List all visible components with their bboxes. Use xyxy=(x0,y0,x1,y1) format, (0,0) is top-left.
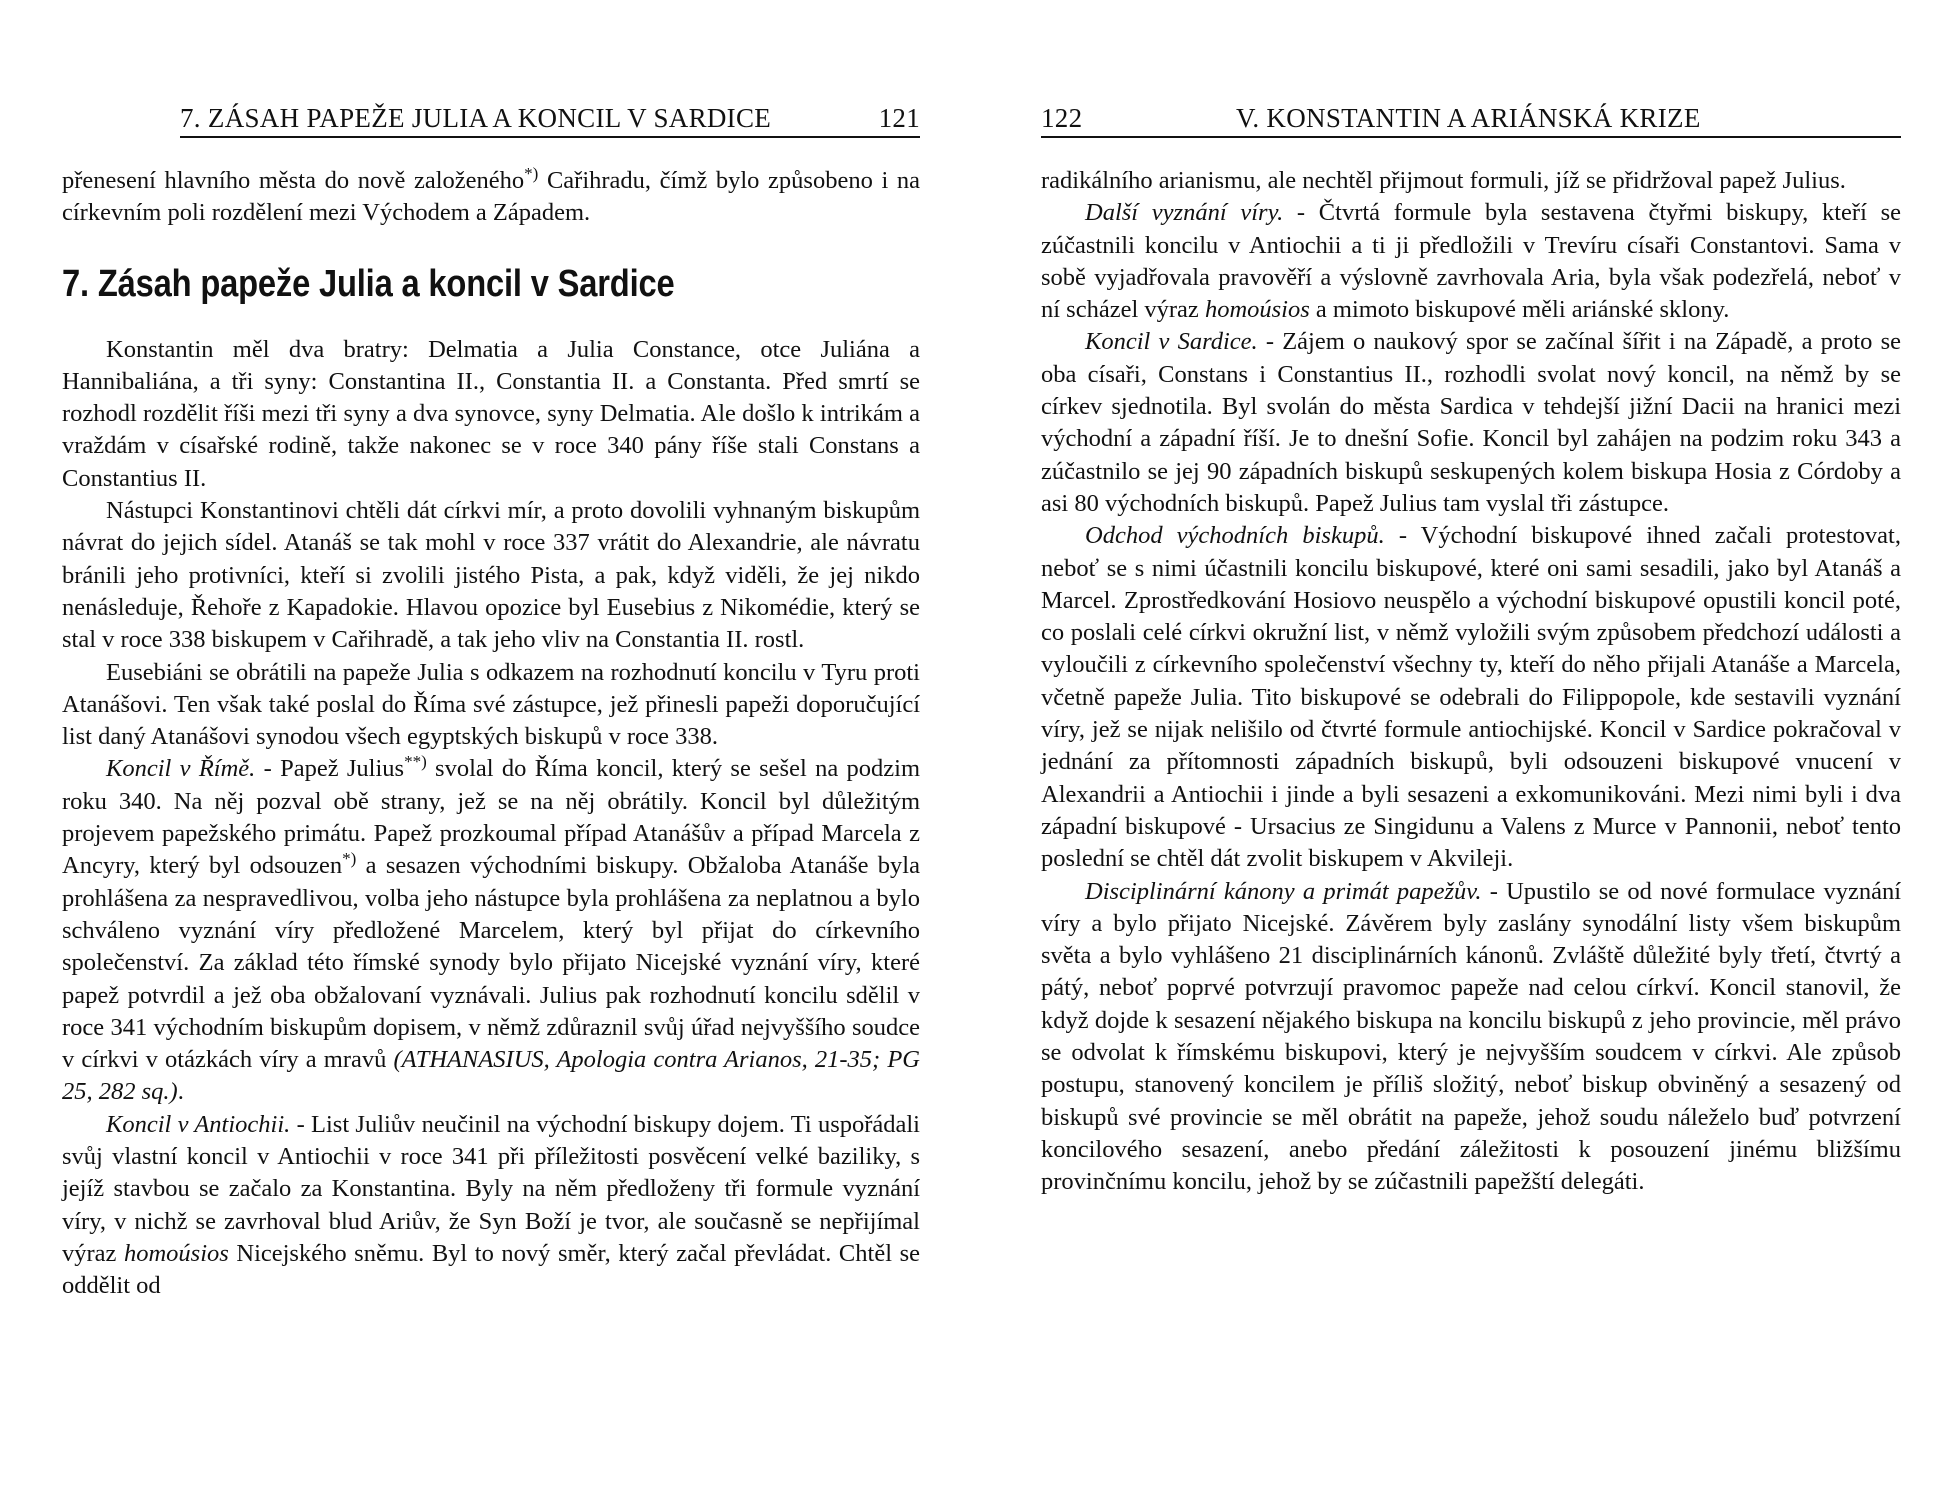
citation: (ATHANASIUS, Apologia contra Arianos, 21-35; PG 25, 282 sq.) xyxy=(62,1046,920,1106)
intro-text-start: přenesení hlavního města do nově založeného xyxy=(62,167,525,194)
footnote-mark: *) xyxy=(524,163,539,183)
text-segment: - Papež Julius xyxy=(255,755,405,783)
running-head-left xyxy=(180,100,920,138)
right-page-body xyxy=(1041,165,1901,1199)
running-head-right xyxy=(1041,100,1901,138)
paragraph-koncil-v-antiochii xyxy=(62,1109,920,1303)
subheading-koncil-v-antiochii: Koncil v Antiochii. xyxy=(106,1110,291,1138)
text-segment: - Zájem o naukový spor se začínal šířit i na Západě, a proto se oba císaři, Constans i Constantius II., rozhodli svolat nový koncil, na němž by se církev sjednotila. Byl svolán do města Sardica v tehdejší jižní Dacii na hranici mezi východní a západní říší. Je to dnešní Sofie. Koncil byl zahájen na podzim roku 343 a zúčastnilo se jej 90 západních biskupů seskupených kolem biskupa Hosia z Córdoby a asi 80 východních biskupů. Papež Julius tam vyslal tři zástupce. xyxy=(1041,328,1901,517)
paragraph-disciplinarni-kanony xyxy=(1041,876,1901,1199)
paragraph-nastupci: Nástupci Konstantinovi chtěli dát církvi mír, a proto dovolili vyhnaným biskupům návrat do jejich sídel. Atanáš se tak mohl v roce 337 vrátit do Alexandrie, ale návratu bránili jeho protivníci, kteří si zvolili jistého Pista, a pak, když viděli, že jej nikdo nenásleduje, Řehoře z Kapadokie. Hlavou opozice byl Eusebius z Nikomédie, který se stal v roce 338 biskupem v Cařihradě, a tak jeho vliv na Constantia II. rostl. xyxy=(62,497,920,654)
paragraph-konstantin: Konstantin měl dva bratry: Delmatia a Julia Constance, otce Juliána a Hannibaliána, a tři syny: Constantina II., Constantia II. a Constanta. Před smrtí se rozhodl rozdělit říši mezi tři syny a dva synovce, syny Delmatia. Ale došlo k intrikám a vraždám v císařské rodině, takže nakonec se v roce 340 pány říše stali Constans a Constantius II. xyxy=(62,335,920,492)
text-segment: a mimoto biskupové měli ariánské sklony. xyxy=(1309,296,1730,324)
text-segment: Nicejského sněmu. Byl to nový směr, který začal převládat. Chtěl se oddělit od xyxy=(62,1239,920,1300)
footnote-mark: **) xyxy=(404,752,427,772)
paragraph-odchod xyxy=(1041,520,1901,875)
paragraph-koncil-v-rime xyxy=(62,753,920,1108)
section-heading: 7. Zásah papeže Julia a koncil v Sardice xyxy=(62,262,675,305)
intro-text-end: Cařihradu, čímž bylo způsobeno i na církevním poli rozdělení mezi Východem a Západem. xyxy=(62,167,920,227)
intro-paragraph xyxy=(62,165,920,230)
subheading-dalsi-vyznani: Další vyznání víry. xyxy=(1085,199,1284,227)
running-title-left: 7. ZÁSAH PAPEŽE JULIA A KONCIL V SARDICE xyxy=(180,103,772,133)
page-number-right: 122 xyxy=(1041,103,1083,133)
text-segment: - List Juliův neučinil na východní biskupy dojem. Ti uspořádali svůj vlastní koncil v Antiochii v roce 341 při příležitosti posvěcení velké baziliky, s jejíž stavbou se začalo za Konstantina. Byly na něm předloženy tři formule vyznání víry, v nichž se zavrhoval blud Ariův, že Syn Boží je tvor, ale současně se nepřijímal výraz xyxy=(62,1110,920,1267)
text-segment: - Východní biskupové ihned začali protestovat, neboť se s nimi účastnili koncilu biskupové, které oni sami sesadili, jako byl Atanáš a Marcel. Zprostředkování Hosiovo neuspělo a východní biskupové opustili koncil poté, co poslali celé církvi okružní list, v němž vyložili svým způsobem předchozí události a vyloučili z církevního společenství všechny ty, kteří do něho přijali Atanáše a Marcela, včetně papeže Julia. Tito biskupové se odebrali do Filippopole, kde sestavili vyznání víry, jež se nijak nelišilo od čtvrté formule antiochijské. Koncil v Sardice pokračoval v jednání za přítomnosti západních biskupů, byli odsouzeni biskupové vnucení v Alexandrii a Antiochii i jinde a byli sesazeni a exkomunikováni. Mezi nimi byli i dva západní biskupové - Ursacius ze Singidunu a Valens z Murce v Pannonii, neboť tento poslední se chtěl dát zvolit biskupem v Akvileji. xyxy=(1041,522,1901,873)
term-homousios: homoúsios xyxy=(123,1239,229,1267)
text-segment: - Čtvrtá formule byla sestavena čtyřmi biskupy, kteří se zúčastnili koncilu v Antiochii a ti ji předložili v Trevíru císaři Constantovi. Sama v sobě vyjadřovala pravověří a výslovně zavrhovala Aria, byla však podezřelá, neboť v ní scházel výraz xyxy=(1041,199,1902,324)
paragraph-koncil-v-sardice xyxy=(1041,326,1901,520)
text-segment: svolal do Říma koncil, který se sešel na podzim roku 340. Na něj pozval obě strany, jež se na něj obrátily. Koncil byl důležitým projevem papežského primátu. Papež prozkoumal případ Atanášův a případ Marcela z Ancyry, který byl odsouzen xyxy=(62,755,921,880)
right-page xyxy=(979,0,1958,1500)
subheading-odchod: Odchod východních biskupů. xyxy=(1085,522,1385,550)
left-page-body xyxy=(62,165,920,1303)
term-homousios: homoúsios xyxy=(1204,296,1310,324)
footnote-mark: *) xyxy=(342,849,357,869)
paragraph-dalsi-vyznani xyxy=(1041,197,1901,326)
text-segment: . xyxy=(177,1078,184,1106)
subheading-koncil-v-sardice: Koncil v Sardice. xyxy=(1085,328,1258,356)
running-title-right: V. KONSTANTIN A ARIÁNSKÁ KRIZE xyxy=(1236,103,1701,133)
text-segment: - Upustilo se od nové formulace vyznání víry a bylo přijato Nicejské. Závěrem byly zaslány synodální listy všem biskupům světa a bylo vyhlášeno 21 disciplinárních kánonů. Zvláště důležité byly třetí, čtvrtý a pátý, neboť poprvé potvrzují pravomoc papeže nad celou církví. Koncil stanovil, že když dojde k sesazení nějakého biskupa na koncilu biskupů z jeho provincie, měl právo se odvolat k římskému biskupovi, který je nejvyšším soudcem v církvi. Ale způsob postupu, stanovený koncilem je příliš složitý, neboť biskup obviněný a sesazený od biskupů své provincie se měl obrátit na papeže, jehož soudu náleželo buď potvrzení koncilového sesazení, anebo předání záležitosti k posouzení jinému bližšímu provinčnímu koncilu, jehož by se zúčastnili papežští delegáti. xyxy=(1041,877,1902,1196)
page-number-left: 121 xyxy=(878,103,920,133)
subheading-koncil-v-rime: Koncil v Římě. xyxy=(106,755,256,783)
subheading-disciplinarni-kanony: Disciplinární kánony a primát papežův. xyxy=(1085,877,1482,905)
text-segment: a sesazen východními biskupy. Obžaloba Atanáše byla prohlášena za nespravedlivou, volba jeho nástupce byla prohlášena za neplatnou a bylo schváleno vyznání víry předložené Marcelem, který byl přijat do církevního společenství. Za základ této římské synody bylo přijato Nicejské vyznání víry, které papež potvrdil a jež oba obžalovaní vyznávali. Julius pak rozhodnutí koncilu sdělil v roce 341 východním biskupům dopisem, v němž zdůraznil svůj úřad nejvyššího soudce v církvi v otázkách víry a mravů xyxy=(62,852,920,1074)
paragraph-eusebiani: Eusebiáni se obrátili na papeže Julia s odkazem na rozhodnutí koncilu v Tyru proti Atanášovi. Ten však také poslal do Říma své zástupce, jež přinesli papeži doporučující list daný Atanášovi synodou všech egyptských biskupů v roce 338. xyxy=(62,658,920,751)
paragraph-continuation: radikálního arianismu, ale nechtěl přijmout formuli, jíž se přidržoval papež Julius. xyxy=(1041,167,1846,194)
